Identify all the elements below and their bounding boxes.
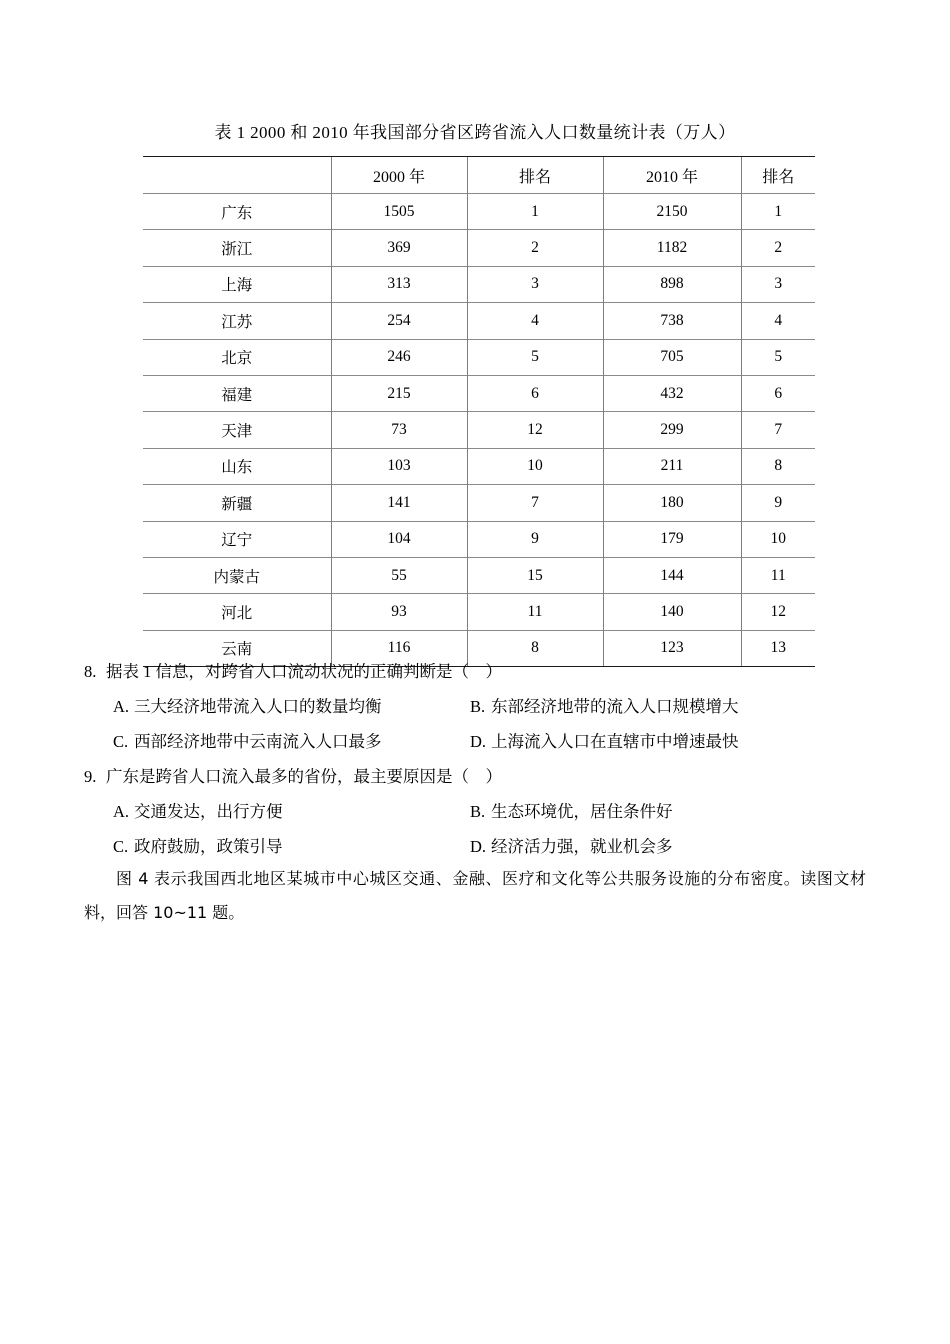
cell-value-2000: 246 <box>331 339 467 375</box>
option-text: 经济活力强，就业机会多 <box>491 837 673 856</box>
cell-value-2000: 141 <box>331 485 467 521</box>
population-table <box>143 156 815 667</box>
option-text: 三大经济地带流入人口的数量均衡 <box>134 697 382 716</box>
table-row <box>143 412 815 448</box>
cell-rank-2000: 7 <box>467 485 603 521</box>
option-text: 东部经济地带的流入人口规模增大 <box>491 697 739 716</box>
table-row <box>143 339 815 375</box>
option-row <box>0 689 950 724</box>
cell-value-2010: 432 <box>603 375 741 411</box>
cell-value-2010: 211 <box>603 448 741 484</box>
cell-province: 福建 <box>143 375 331 411</box>
option-letter: A. <box>113 697 130 716</box>
answer-option[interactable] <box>470 724 739 759</box>
cell-rank-2010: 5 <box>741 339 815 375</box>
cell-value-2000: 313 <box>331 266 467 302</box>
cell-rank-2000: 8 <box>467 630 603 666</box>
answer-option[interactable] <box>113 829 470 864</box>
table-row <box>143 266 815 302</box>
cell-rank-2000: 4 <box>467 303 603 339</box>
cell-value-2010: 140 <box>603 594 741 630</box>
table-row <box>143 448 815 484</box>
cell-value-2010: 123 <box>603 630 741 666</box>
cell-rank-2010: 1 <box>741 194 815 230</box>
answer-option[interactable] <box>113 724 470 759</box>
question-stem <box>0 759 950 794</box>
answer-option[interactable] <box>113 794 470 829</box>
population-table-container <box>143 156 815 667</box>
option-letter: D. <box>470 732 487 751</box>
table-header-row <box>143 157 815 194</box>
cell-rank-2000: 2 <box>467 230 603 266</box>
cell-value-2000: 104 <box>331 521 467 557</box>
cell-rank-2010: 11 <box>741 557 815 593</box>
cell-rank-2010: 10 <box>741 521 815 557</box>
table-row <box>143 230 815 266</box>
cell-rank-2000: 6 <box>467 375 603 411</box>
question-text: 据表 1 信息，对跨省人口流动状况的正确判断是（ ） <box>106 662 502 681</box>
option-letter: B. <box>470 697 486 716</box>
cell-rank-2010: 7 <box>741 412 815 448</box>
cell-value-2010: 144 <box>603 557 741 593</box>
table-row <box>143 375 815 411</box>
cell-rank-2010: 3 <box>741 266 815 302</box>
cell-value-2010: 705 <box>603 339 741 375</box>
cell-province: 江苏 <box>143 303 331 339</box>
option-row <box>0 829 950 864</box>
table-row <box>143 194 815 230</box>
table-row <box>143 303 815 339</box>
cell-value-2010: 898 <box>603 266 741 302</box>
option-text: 交通发达，出行方便 <box>134 802 283 821</box>
cell-rank-2000: 9 <box>467 521 603 557</box>
option-row <box>0 724 950 759</box>
column-header-province <box>143 157 331 194</box>
question-number: 9. <box>84 767 97 786</box>
answer-option[interactable] <box>470 829 673 864</box>
cell-province: 河北 <box>143 594 331 630</box>
cell-value-2000: 55 <box>331 557 467 593</box>
cell-province: 广东 <box>143 194 331 230</box>
answer-option[interactable] <box>470 794 673 829</box>
option-text: 政府鼓励，政策引导 <box>134 837 283 856</box>
cell-value-2000: 1505 <box>331 194 467 230</box>
cell-rank-2000: 5 <box>467 339 603 375</box>
cell-rank-2010: 12 <box>741 594 815 630</box>
cell-province: 北京 <box>143 339 331 375</box>
cell-rank-2010: 4 <box>741 303 815 339</box>
cell-value-2000: 215 <box>331 375 467 411</box>
cell-value-2000: 103 <box>331 448 467 484</box>
cell-value-2010: 179 <box>603 521 741 557</box>
answer-option[interactable] <box>470 689 739 724</box>
cell-province: 上海 <box>143 266 331 302</box>
cell-value-2010: 738 <box>603 303 741 339</box>
option-letter: D. <box>470 837 487 856</box>
option-row <box>0 794 950 829</box>
cell-province: 新疆 <box>143 485 331 521</box>
cell-province: 云南 <box>143 630 331 666</box>
table-row <box>143 557 815 593</box>
column-header-rank-2010: 排名 <box>741 157 815 194</box>
cell-rank-2000: 3 <box>467 266 603 302</box>
cell-rank-2000: 1 <box>467 194 603 230</box>
cell-rank-2010: 9 <box>741 485 815 521</box>
cell-value-2010: 1182 <box>603 230 741 266</box>
cell-value-2010: 299 <box>603 412 741 448</box>
cell-value-2000: 116 <box>331 630 467 666</box>
option-letter: C. <box>113 732 129 751</box>
cell-province: 天津 <box>143 412 331 448</box>
cell-province: 浙江 <box>143 230 331 266</box>
table-title: 表 1 2000 和 2010 年我国部分省区跨省流入人口数量统计表（万人） <box>214 123 736 142</box>
cell-province: 辽宁 <box>143 521 331 557</box>
table-row <box>143 485 815 521</box>
option-text: 西部经济地带中云南流入人口最多 <box>134 732 382 751</box>
column-header-2000: 2000 年 <box>331 157 467 194</box>
questions-section <box>0 654 950 864</box>
question-block <box>0 654 950 759</box>
option-letter: C. <box>113 837 129 856</box>
cell-rank-2010: 2 <box>741 230 815 266</box>
closing-paragraph: 图 4 表示我国西北地区某城市中心城区交通、金融、医疗和文化等公共服务设施的分布密度。读图文材料，回答 10~11 题。 <box>84 869 866 922</box>
table-row <box>143 521 815 557</box>
table-body <box>143 194 815 667</box>
cell-value-2010: 2150 <box>603 194 741 230</box>
option-letter: B. <box>470 802 486 821</box>
table-row <box>143 594 815 630</box>
cell-rank-2000: 10 <box>467 448 603 484</box>
question-text: 广东是跨省人口流入最多的省份，最主要原因是（ ） <box>106 767 502 786</box>
cell-rank-2000: 12 <box>467 412 603 448</box>
cell-value-2000: 369 <box>331 230 467 266</box>
option-text: 上海流入人口在直辖市中增速最快 <box>491 732 739 751</box>
cell-value-2000: 254 <box>331 303 467 339</box>
cell-rank-2000: 15 <box>467 557 603 593</box>
cell-rank-2010: 13 <box>741 630 815 666</box>
cell-rank-2010: 8 <box>741 448 815 484</box>
cell-rank-2000: 11 <box>467 594 603 630</box>
option-letter: A. <box>113 802 130 821</box>
option-text: 生态环境优，居住条件好 <box>491 802 673 821</box>
cell-value-2000: 73 <box>331 412 467 448</box>
cell-province: 内蒙古 <box>143 557 331 593</box>
answer-option[interactable] <box>113 689 470 724</box>
question-stem <box>0 654 950 689</box>
question-block <box>0 759 950 864</box>
cell-value-2000: 93 <box>331 594 467 630</box>
cell-rank-2010: 6 <box>741 375 815 411</box>
column-header-rank-2000: 排名 <box>467 157 603 194</box>
column-header-2010: 2010 年 <box>603 157 741 194</box>
cell-value-2010: 180 <box>603 485 741 521</box>
cell-province: 山东 <box>143 448 331 484</box>
question-number: 8. <box>84 662 97 681</box>
